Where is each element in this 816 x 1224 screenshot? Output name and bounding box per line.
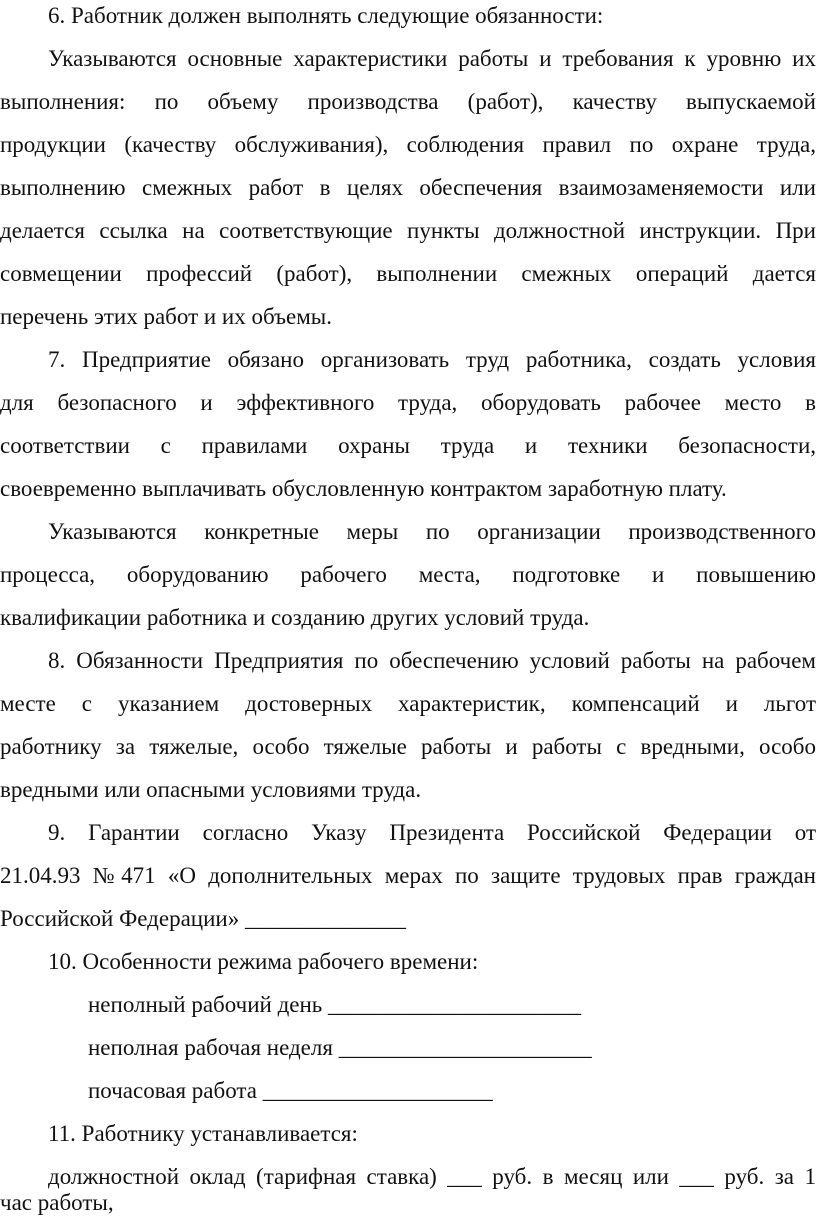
doc-line-29: час работы, <box>0 1190 114 1215</box>
doc-line-5: выполнению смежных работ в целях обеспечения взаимозаменяемости или <box>0 175 816 200</box>
doc-line-4: продукции (качеству обслуживания), соблюдения правил по охране труда, <box>0 132 816 157</box>
doc-line-17: месте с указанием достоверных характеристик, компенсаций и льгот <box>0 691 816 716</box>
doc-line-27: 11. Работнику устанавливается: <box>48 1121 358 1146</box>
doc-line-23: 10. Особенности режима рабочего времени: <box>48 949 479 974</box>
doc-line-8: перечень этих работ и их объемы. <box>0 304 332 329</box>
doc-line-20: 9. Гарантии согласно Указу Президента Российской Федерации от <box>48 820 816 845</box>
doc-line-10: для безопасного и эффективного труда, оборудовать рабочее место в <box>0 390 816 415</box>
doc-line-6: делается ссылка на соответствующие пункты должностной инструкции. При <box>0 218 816 243</box>
doc-line-19: вредными или опасными условиями труда. <box>0 777 422 802</box>
doc-line-16: 8. Обязанности Предприятия по обеспечению условий работы на рабочем <box>48 648 816 673</box>
doc-line-24: неполный рабочий день ______________________ <box>88 992 582 1017</box>
doc-line-25: неполная рабочая неделя ______________________ <box>88 1035 592 1060</box>
doc-line-11: соответствии с правилами охраны труда и техники безопасности, <box>0 433 816 458</box>
doc-line-15: квалификации работника и созданию других условий труда. <box>0 605 590 630</box>
doc-line-18: работнику за тяжелые, особо тяжелые работы и работы с вредными, особо <box>0 734 816 759</box>
doc-line-7: совмещении профессий (работ), выполнении смежных операций дается <box>0 261 816 286</box>
doc-line-21: 21.04.93 №471 «О дополнительных мерах по защите трудовых прав граждан <box>0 863 816 888</box>
doc-line-3: выполнения: по объему производства (работ), качеству выпускаемой <box>0 89 816 114</box>
doc-line-12: своевременно выплачивать обусловленную контрактом заработную плату. <box>0 476 727 501</box>
doc-line-28: должностной оклад (тарифная ставка) ___ руб. в месяц или ___ руб. за 1 <box>48 1164 816 1189</box>
doc-line-13: Указываются конкретные меры по организации производственного <box>48 519 816 544</box>
doc-line-1: 6. Работник должен выполнять следующие обязанности: <box>48 3 604 28</box>
doc-line-14: процесса, оборудованию рабочего места, подготовке и повышению <box>0 562 816 587</box>
doc-line-26: почасовая работа ____________________ <box>88 1078 493 1103</box>
doc-line-9: 7. Предприятие обязано организовать труд работника, создать условия <box>48 347 816 372</box>
doc-line-2: Указываются основные характеристики работы и требования к уровню их <box>48 46 816 71</box>
doc-line-22: Российской Федерации» ______________ <box>0 906 406 931</box>
